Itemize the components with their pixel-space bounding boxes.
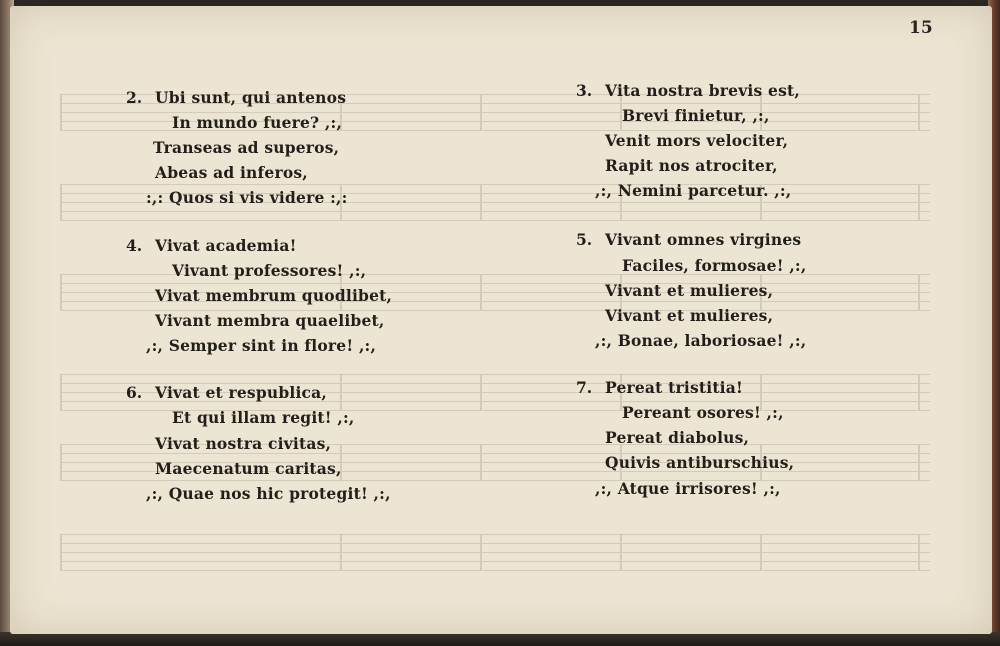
verse-line: Vita nostra brevis est, (605, 81, 800, 100)
stanza-number: 5. (576, 230, 593, 249)
verse-line: Vivant professores! ,:, (172, 261, 367, 280)
stanza-number: 6. (126, 383, 143, 402)
verse-line: Quivis antiburschius, (605, 453, 795, 472)
verse-line: Faciles, formosae! ,:, (622, 256, 807, 275)
stanza-number: 3. (576, 81, 593, 100)
verse-line: Vivat academia! (155, 236, 297, 255)
verse-line: Et qui illam regit! ,:, (172, 408, 355, 427)
verse-line: :,: Quos si vis videre :,: (146, 188, 348, 207)
verse-line: Pereat tristitia! (605, 378, 744, 397)
verse-line: ,:, Bonae, laboriosae! ,:, (595, 331, 807, 350)
verse-line: Vivat et respublica, (155, 383, 328, 402)
verse-line: Rapit nos atrociter, (605, 156, 778, 175)
verse-line: ,:, Atque irrisores! ,:, (595, 479, 781, 498)
verse-line: Vivant membra quaelibet, (155, 311, 385, 330)
book-page (10, 6, 992, 634)
verse-line: Maecenatum caritas, (155, 459, 342, 478)
stanza-number: 7. (576, 378, 593, 397)
verse-line: Pereant osores! ,:, (622, 403, 784, 422)
page-number: 15 (909, 18, 933, 38)
stanza-number: 4. (126, 236, 143, 255)
verse-line: ,:, Nemini parcetur. ,:, (595, 181, 792, 200)
verse-line: Abeas ad inferos, (155, 163, 308, 182)
verse-line: Vivat nostra civitas, (155, 434, 332, 453)
verse-line: ,:, Semper sint in flore! ,:, (146, 336, 377, 355)
verse-line: ,:, Quae nos hic protegit! ,:, (146, 484, 391, 503)
verse-line: Vivant omnes virgines (605, 230, 802, 249)
verse-line: Vivant et mulieres, (605, 306, 774, 325)
bleed-staff (60, 534, 930, 574)
verse-line: Venit mors velociter, (605, 131, 789, 150)
verse-line: Transeas ad superos, (153, 138, 340, 157)
page-bottom-edge (0, 632, 1000, 646)
verse-line: Ubi sunt, qui antenos (155, 88, 347, 107)
verse-line: Brevi finietur, ,:, (622, 106, 770, 125)
verse-line: Vivat membrum quodlibet, (155, 286, 393, 305)
verse-line: In mundo fuere? ,:, (172, 113, 343, 132)
verse-line: Vivant et mulieres, (605, 281, 774, 300)
stanza-number: 2. (126, 88, 143, 107)
verse-line: Pereat diabolus, (605, 428, 750, 447)
